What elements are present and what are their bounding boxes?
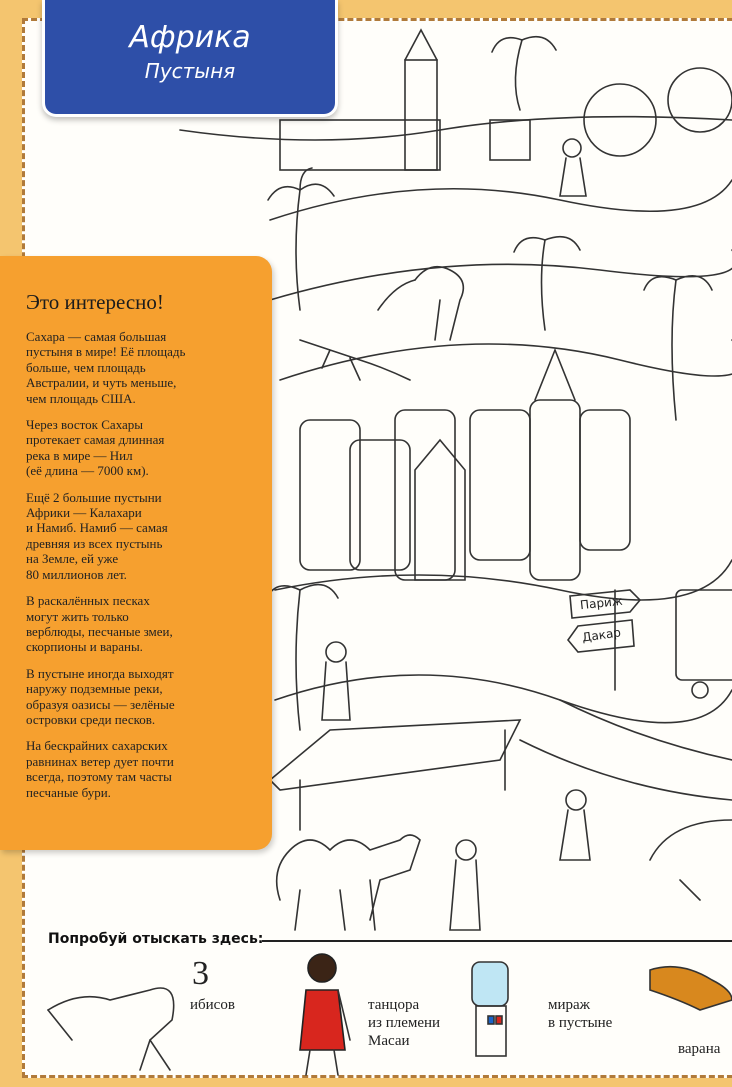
animal bbox=[650, 820, 732, 900]
fact-paragraph: На бескрайних сахарских равнинах ветер дует почти всегда, поэтому там часты песчаные бури. bbox=[26, 738, 174, 800]
sign-dakar: Дакар bbox=[581, 625, 622, 645]
fact-paragraph: Ещё 2 большие пустыни Африки — Калахари и Намиб. Намиб — самая древняя из всех пустынь на Земле, ей уже 80 миллионов лет. bbox=[26, 489, 168, 582]
find-label-lizard: варана bbox=[678, 1041, 721, 1057]
fact-paragraph: В раскалённых песках могут жить только верблюды, песчаные змеи, скорпионы и вараны. bbox=[26, 593, 173, 655]
palm-tree-icon bbox=[514, 237, 580, 330]
lizard bbox=[300, 340, 410, 380]
divider bbox=[262, 940, 732, 942]
title-box bbox=[42, 0, 338, 117]
person-figure bbox=[560, 139, 586, 196]
palm-tree-icon bbox=[492, 37, 556, 110]
maasai-dancer-picture bbox=[300, 954, 350, 1075]
palm-tree-icon bbox=[644, 276, 712, 420]
tree-crown bbox=[668, 68, 732, 132]
bus bbox=[676, 590, 732, 698]
fact-paragraph: Через восток Сахары протекает самая длинная река в мире — Нил (её длина — 7000 км). bbox=[26, 417, 165, 479]
ibis-find-picture bbox=[48, 988, 174, 1070]
sign-paris: Париж bbox=[579, 593, 624, 613]
dune-line bbox=[280, 340, 732, 380]
tree-crown bbox=[584, 84, 656, 156]
page-title: Африка bbox=[129, 20, 251, 55]
palm-tree-icon bbox=[268, 168, 334, 310]
facts-panel bbox=[0, 256, 272, 850]
camel bbox=[277, 835, 420, 930]
find-title: Попробуй отыскать здесь: bbox=[48, 931, 264, 947]
person-figure bbox=[450, 840, 480, 930]
facts-heading: Это интересно! bbox=[26, 290, 164, 314]
fact-paragraph: В пустыне иногда выходят наружу подземные реки, образуя оазисы — зелёные островки среди песков. bbox=[26, 665, 175, 727]
road-line bbox=[520, 740, 732, 800]
find-count: 3 bbox=[192, 955, 209, 992]
tent bbox=[270, 720, 520, 830]
dune-line bbox=[275, 675, 732, 723]
dune-line bbox=[180, 117, 732, 140]
dune-line bbox=[275, 560, 732, 600]
find-label-ibis: ибисов bbox=[190, 997, 235, 1013]
fact-paragraph: Сахара — самая большая пустыня в мире! Её площадь больше, чем площадь Австралии, и чуть меньше, чем площадь США. bbox=[26, 329, 186, 406]
ibis-bird bbox=[378, 267, 463, 340]
find-label-mirage: мираж в пустыне bbox=[548, 997, 613, 1031]
mud-castle bbox=[300, 350, 630, 580]
monitor-lizard-picture bbox=[650, 967, 732, 1010]
find-label-dancer: танцора из племени Масаи bbox=[368, 997, 441, 1049]
water-cooler-mirage-picture bbox=[472, 962, 508, 1056]
dune-line bbox=[270, 180, 732, 220]
page-subtitle: Пустыня bbox=[144, 59, 236, 83]
dune-line bbox=[270, 250, 732, 300]
person-figure bbox=[560, 790, 590, 860]
